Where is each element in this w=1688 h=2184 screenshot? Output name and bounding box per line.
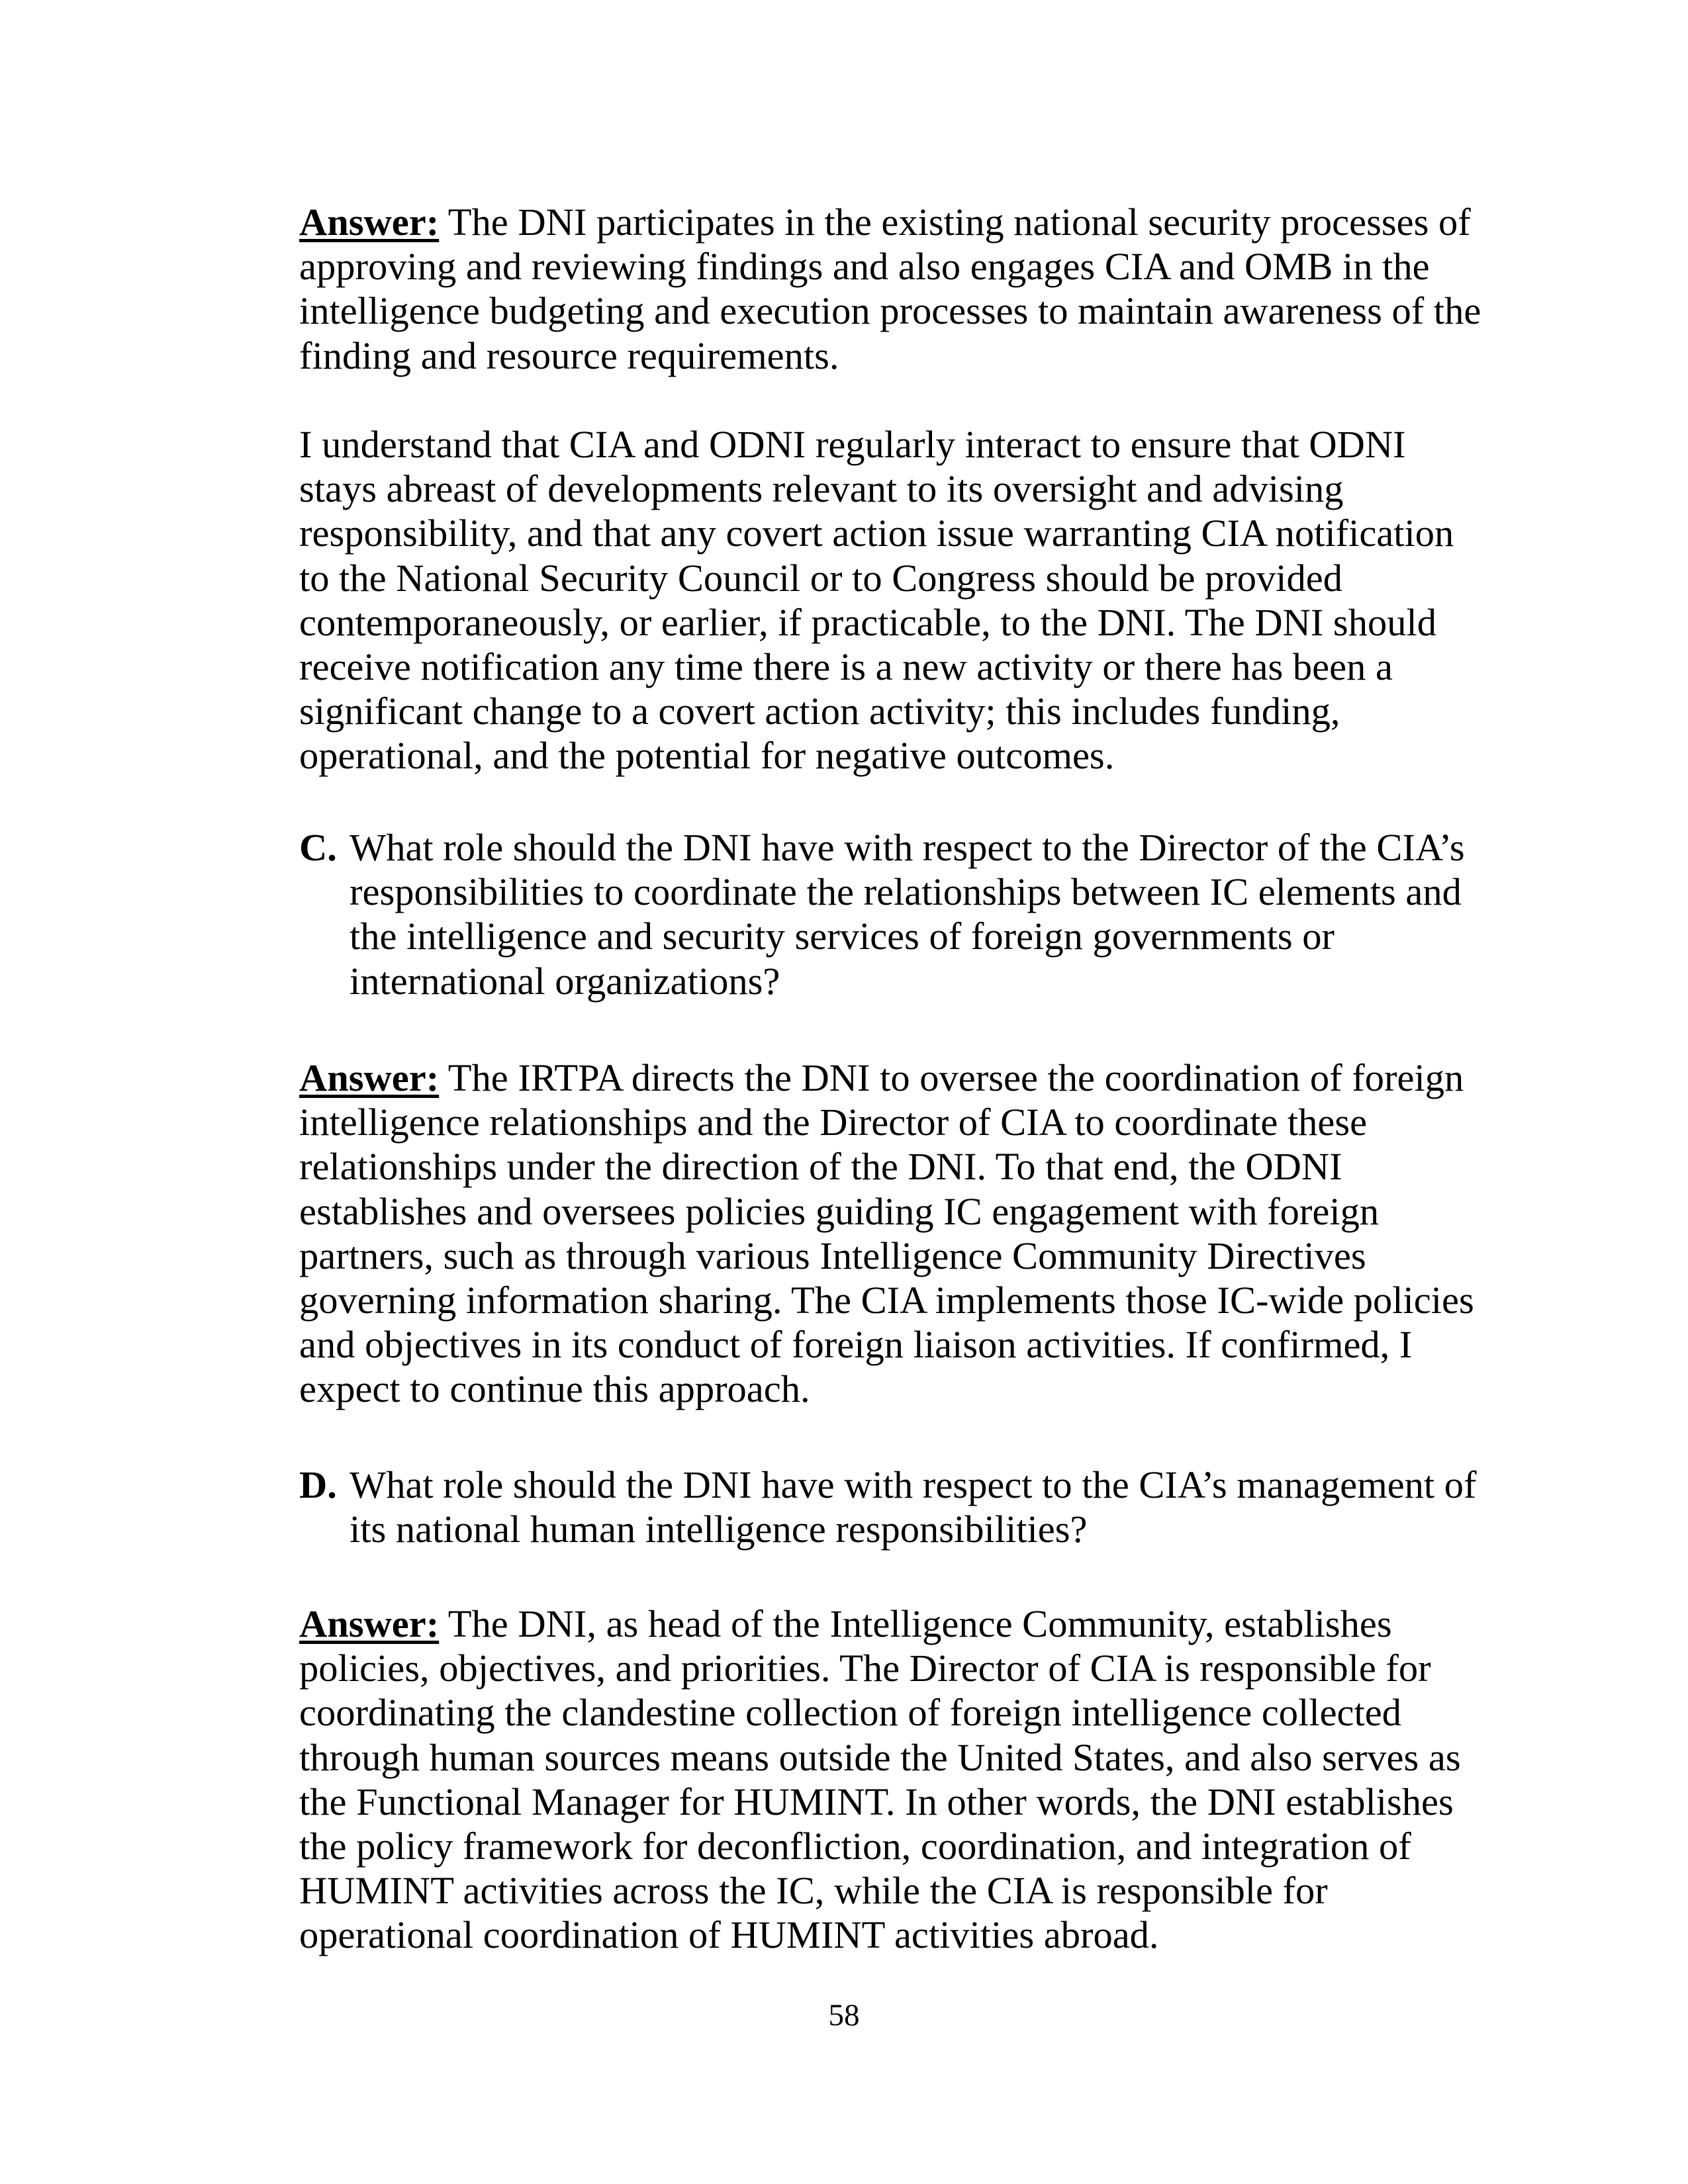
text-line: international organizations? (350, 959, 780, 1003)
text-line: intelligence relationships and the Director of CIA to coordinate these (299, 1101, 1368, 1144)
answer-b-paragraph (299, 200, 1504, 378)
answer-label: Answer: (299, 201, 440, 244)
text-line: through human sources means outside the United States, and also serves as (299, 1735, 1461, 1779)
text-line: the intelligence and security services of foreign governments or (350, 915, 1335, 958)
text-line: Answer: The DNI participates in the existing national security processes of (299, 201, 1471, 244)
answer-c-paragraph (299, 1056, 1504, 1412)
question-c (299, 825, 1504, 1003)
text-line: contemporaneously, or earlier, if practicable, to the DNI. The DNI should (299, 600, 1436, 644)
text-line: stays abreast of developments relevant to its oversight and advising (299, 467, 1344, 511)
text-line: partners, such as through various Intelligence Community Directives (299, 1234, 1366, 1277)
answer-label: Answer: (299, 1056, 440, 1099)
text-line: the policy framework for deconfliction, coordination, and integration of (299, 1824, 1411, 1868)
text-line: intelligence budgeting and execution processes to maintain awareness of the (299, 289, 1481, 333)
paragraph-notification (299, 422, 1504, 778)
answer-d-paragraph (299, 1602, 1504, 1958)
text-line: policies, objectives, and priorities. The Director of CIA is responsible for (299, 1647, 1431, 1690)
text-line: establishes and oversees policies guiding IC engagement with foreign (299, 1189, 1380, 1233)
text-line: and objectives in its conduct of foreign liaison activities. If confirmed, I (299, 1323, 1413, 1367)
text-line: expect to continue this approach. (299, 1367, 810, 1411)
question-d (299, 1463, 1504, 1551)
text-line: approving and reviewing findings and also engages CIA and OMB in the (299, 245, 1430, 289)
text-line: coordinating the clandestine collection of foreign intelligence collected (299, 1691, 1401, 1735)
text-line: responsibilities to coordinate the relationships between IC elements and (350, 870, 1462, 914)
text-line: HUMINT activities across the IC, while the CIA is responsible for (299, 1869, 1328, 1913)
text-line: D. What role should the DNI have with respect to the CIA’s management of (299, 1463, 1477, 1506)
text-line: I understand that CIA and ODNI regularly interact to ensure that ODNI (299, 423, 1406, 466)
text-line: governing information sharing. The CIA implements those IC-wide policies (299, 1278, 1474, 1322)
text-line: its national human intelligence responsibilities? (350, 1508, 1088, 1551)
text-line: operational, and the potential for negative outcomes. (299, 734, 1115, 778)
text-line: to the National Security Council or to Congress should be provided (299, 556, 1343, 600)
text-line: C. What role should the DNI have with respect to the Director of the CIA’s (299, 826, 1465, 869)
answer-label: Answer: (299, 1602, 440, 1645)
text-line: receive notification any time there is a new activity or there has been a (299, 645, 1393, 688)
text-line: the Functional Manager for HUMINT. In other words, the DNI establishes (299, 1780, 1454, 1823)
text-line: operational coordination of HUMINT activities abroad. (299, 1913, 1159, 1957)
text-line: Answer: The DNI, as head of the Intelligence Community, establishes (299, 1602, 1392, 1645)
question-letter: D. (299, 1463, 337, 1506)
question-letter: C. (299, 826, 337, 869)
text-line: responsibility, and that any covert action issue warranting CIA notification (299, 512, 1454, 555)
text-line: relationships under the direction of the DNI. To that end, the ODNI (299, 1145, 1342, 1189)
text-line: Answer: The IRTPA directs the DNI to oversee the coordination of foreign (299, 1056, 1464, 1099)
page-number: 58 (828, 1998, 860, 2032)
text-line: finding and resource requirements. (299, 334, 839, 377)
text-line: significant change to a covert action activity; this includes funding, (299, 690, 1340, 733)
